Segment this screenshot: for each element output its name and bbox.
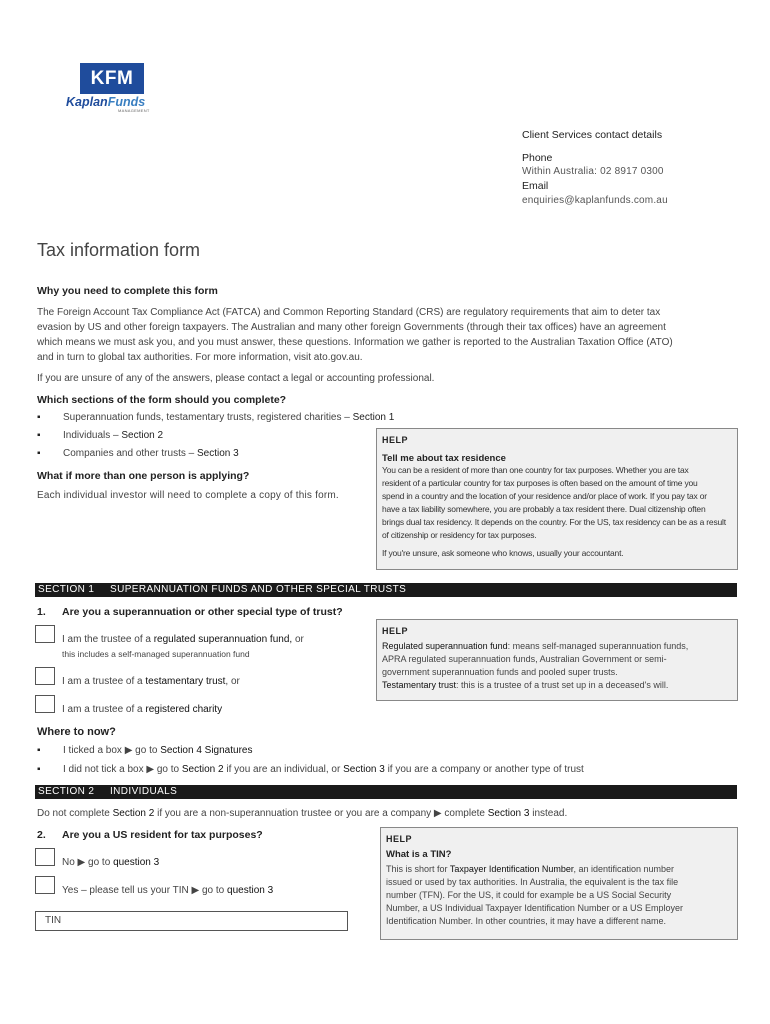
logo-management: MANAGEMENT xyxy=(118,108,150,113)
super-fund-checkbox[interactable] xyxy=(35,625,55,643)
help-title: Tell me about tax residence xyxy=(382,453,506,464)
help-line: Identification Number. In other countries, it may have a different name. xyxy=(386,916,666,926)
page-title: Tax information form xyxy=(37,240,201,260)
intro-line: and in turn to global tax authorities. For more information, visit ato.gov.au. xyxy=(37,352,363,363)
question-1: 1. Are you a superannuation or other special type of trust? xyxy=(37,606,343,618)
help-label: HELP xyxy=(382,626,409,636)
intro-paragraph xyxy=(37,305,737,365)
help-line: This is short for Taxpayer Identification Number, an identification number xyxy=(386,864,674,874)
list-item: ▪ Superannuation funds, testamentary trusts, registered charities – Section 1 xyxy=(37,412,395,423)
kaplan-funds-logo xyxy=(66,95,145,109)
email-label: Email xyxy=(522,180,549,193)
intro-line: which means we must ask you, and you must answer, these questions. Information we gather is reported to the Australian Taxation Office (ATO) xyxy=(37,337,673,348)
help-label: HELP xyxy=(386,834,413,844)
help-line: issued or used by tax authorities. In Australia, the equivalent is the tax file xyxy=(386,877,679,887)
email-value[interactable]: enquiries@kaplanfunds.com.au xyxy=(522,195,668,207)
intro-line: evasion by US and other foreign taxpayers. The Australian and many other foreign Governments (through their tax offices) have an agreement xyxy=(37,322,666,333)
phone-value: Within Australia: 02 8917 0300 xyxy=(522,166,664,178)
section-link: Section 2 xyxy=(121,430,164,441)
help-line: Number, a US Individual Taxpayer Identification Number or a US Employer xyxy=(386,903,683,913)
help-line: of citizenship or residency for tax purposes. xyxy=(382,530,537,540)
help-tin xyxy=(380,827,738,940)
kfm-logo: KFM xyxy=(80,63,144,94)
help-title: What is a TIN? xyxy=(386,849,452,860)
where-heading: Where to now? xyxy=(37,726,116,738)
help-line: number (TFN). For the US, it could for example be a US Social Security xyxy=(386,890,672,900)
us-resident-yes-label: Yes – please tell us your TIN ▶ go to question 3 xyxy=(62,885,274,896)
help-line: APRA regulated superannuation funds, Australian Government or semi- xyxy=(382,654,667,664)
help-line: You can be a resident of more than one country for tax purposes. Whether you are tax xyxy=(382,465,689,475)
logo-kaplan: Kaplan xyxy=(66,95,108,109)
intro-line: The Foreign Account Tax Compliance Act (FATCA) and Common Reporting Standard (CRS) are regulatory requirements that aim to deter tax xyxy=(37,307,661,318)
section-link: Section 1 xyxy=(352,412,395,423)
help-line: spend in a country and the location of your residence and/or place of work. If you pay tax or xyxy=(382,491,707,501)
list-item: ▪ Individuals – Section 2 xyxy=(37,430,164,441)
unsure-text: If you are unsure of any of the answers, please contact a legal or accounting professional. xyxy=(37,373,435,384)
contact-heading: Client Services contact details xyxy=(522,129,663,141)
section-1-bar: SECTION 1 SUPERANNUATION FUNDS AND OTHER SPECIAL TRUSTS xyxy=(35,583,737,597)
multiple-heading: What if more than one person is applying? xyxy=(37,470,250,482)
charity-label: I am a trustee of a registered charity xyxy=(62,704,223,715)
help-line: government superannuation funds and pooled super trusts. xyxy=(382,667,618,677)
testamentary-trust-checkbox[interactable] xyxy=(35,667,55,685)
help-trust-definitions xyxy=(376,619,738,701)
section-2-intro: Do not complete Section 2 if you are a non-superannuation trustee or you are a company ▶ complete Section 3 instead. xyxy=(37,808,568,819)
multiple-text: Each individual investor will need to complete a copy of this form. xyxy=(37,490,339,501)
super-fund-label: I am the trustee of a regulated superannuation fund, or xyxy=(62,634,304,645)
phone-label: Phone xyxy=(522,151,553,164)
us-resident-yes-checkbox[interactable] xyxy=(35,876,55,894)
section-link: Section 3 xyxy=(196,448,239,459)
testamentary-trust-label: I am a trustee of a testamentary trust, or xyxy=(62,676,240,687)
tin-label: TIN xyxy=(45,915,62,926)
help-label: HELP xyxy=(382,435,409,445)
help-line: Regulated superannuation fund: means self-managed superannuation funds, xyxy=(382,641,689,651)
help-tax-residence xyxy=(376,428,738,570)
which-heading: Which sections of the form should you complete? xyxy=(37,394,287,406)
question-2: 2. Are you a US resident for tax purposes? xyxy=(37,829,263,841)
charity-checkbox[interactable] xyxy=(35,695,55,713)
list-item: ▪ Companies and other trusts – Section 3 xyxy=(37,448,239,459)
us-resident-no-label: No ▶ go to question 3 xyxy=(62,857,160,868)
tin-input[interactable] xyxy=(35,911,348,931)
help-footer: If you're unsure, ask someone who knows, usually your accountant. xyxy=(382,548,624,558)
help-line: Testamentary trust: this is a trustee of a trust set up in a deceased's will. xyxy=(382,680,669,690)
logo-funds: Funds xyxy=(107,95,146,109)
us-resident-no-checkbox[interactable] xyxy=(35,848,55,866)
help-line: resident of a particular country for tax purposes is often based on the amount of time you xyxy=(382,478,698,488)
why-heading: Why you need to complete this form xyxy=(37,285,218,297)
section-2-bar: SECTION 2 INDIVIDUALS xyxy=(35,785,737,799)
contact-details xyxy=(522,128,668,208)
where-item: ▪ I ticked a box ▶ go to Section 4 Signatures xyxy=(37,745,253,756)
where-item: ▪ I did not tick a box ▶ go to Section 2 if you are an individual, or Section 3 if you are a company or another type of trust xyxy=(37,764,584,775)
help-line: have a tax liability somewhere, you are probably a tax resident there. Dual citizenship often xyxy=(382,504,706,514)
super-fund-sublabel: this includes a self-managed superannuation fund xyxy=(62,649,250,659)
section-link: Section 4 Signatures xyxy=(160,745,253,756)
help-line: brings dual tax residency. It depends on the country. For the US, tax residency can be as a result xyxy=(382,517,726,527)
